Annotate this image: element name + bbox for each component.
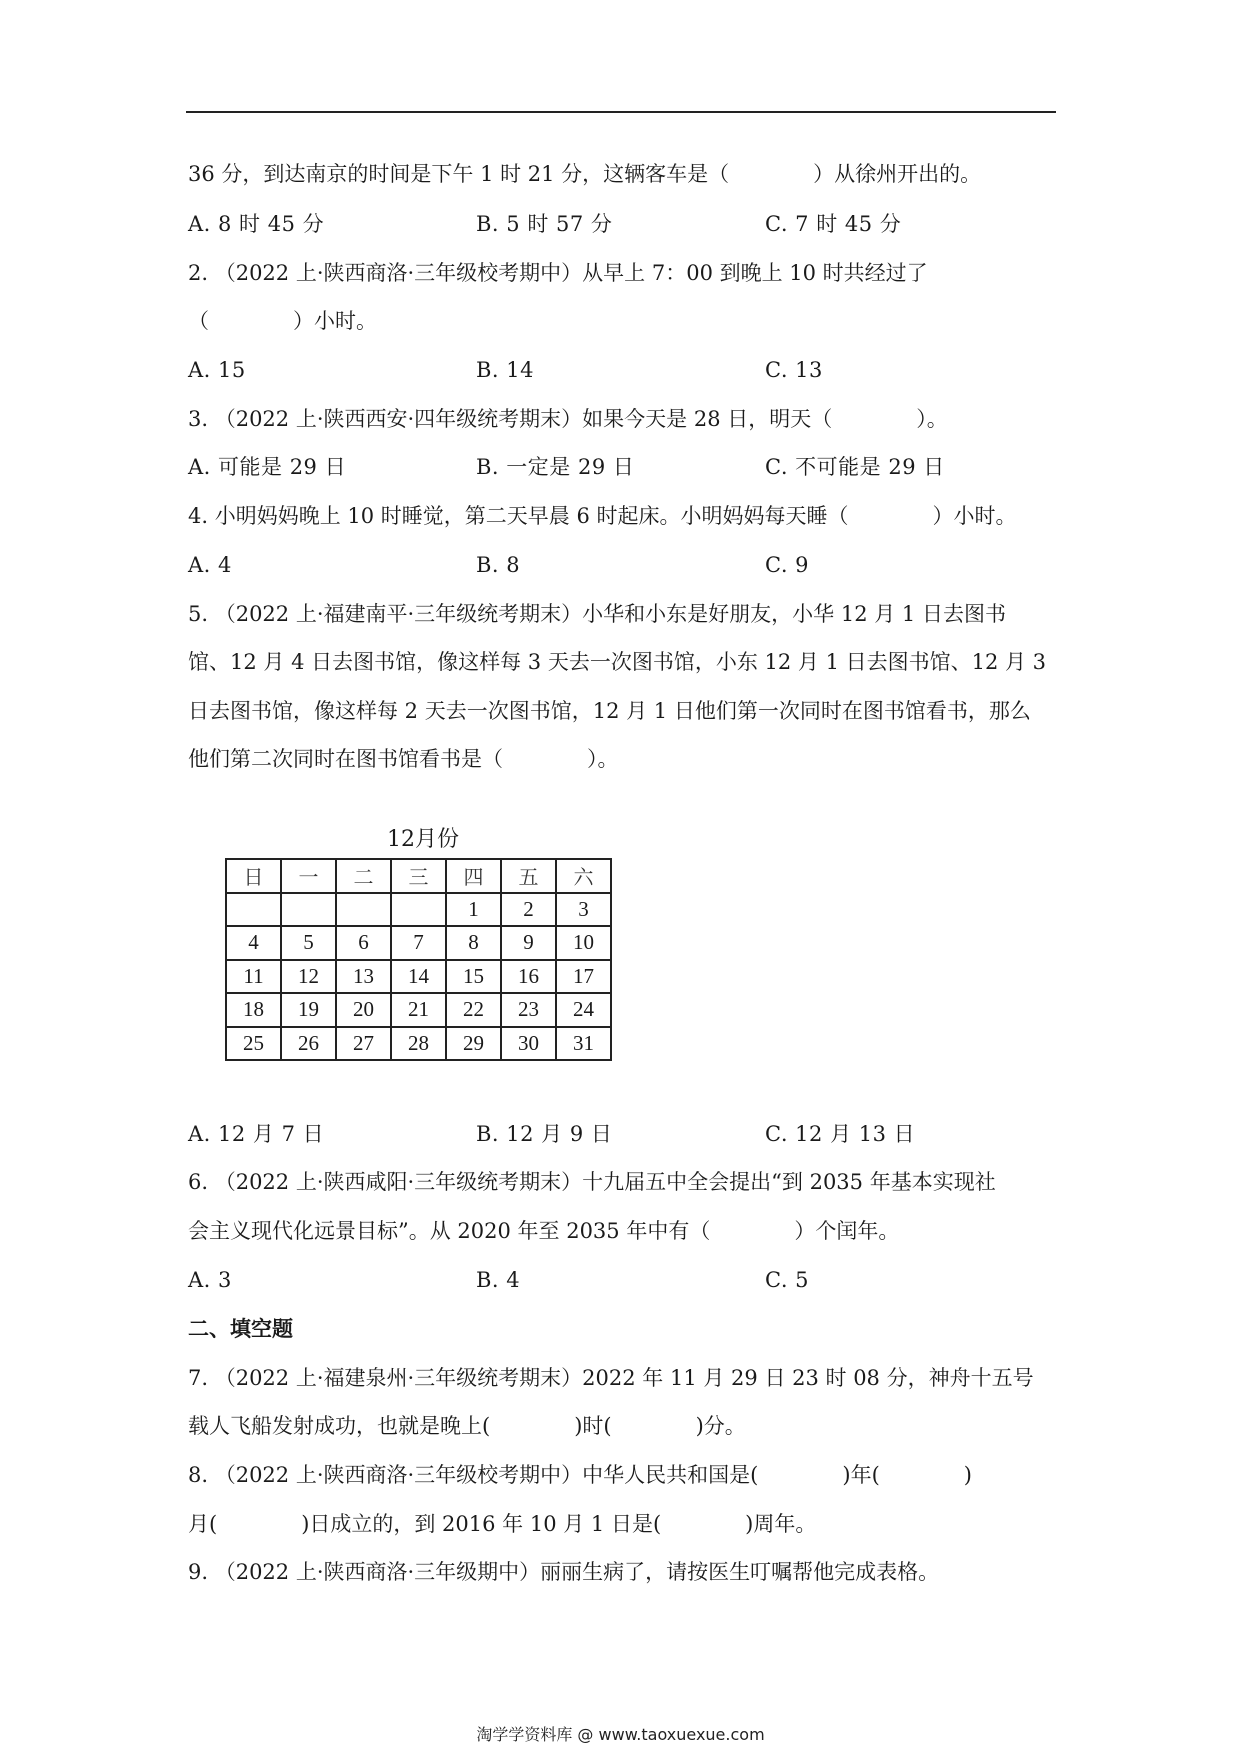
calendar-day-cell: 17	[556, 960, 611, 994]
calendar-day-cell: 30	[501, 1027, 556, 1061]
calendar-day-cell: 6	[336, 926, 391, 960]
calendar-day-cell: 23	[501, 993, 556, 1027]
calendar-day-cell	[336, 893, 391, 927]
q5-text-line1: 5. （2022 上·福建南平·三年级统考期末）小华和小东是好朋友，小华 12 月 1 日去图书	[188, 602, 1006, 626]
calendar-day-cell: 15	[446, 960, 501, 994]
calendar-day-cell: 13	[336, 960, 391, 994]
calendar-header-cell: 六	[556, 859, 611, 893]
q8-text-line1: 8. （2022 上·陕西商洛·三年级校考期中）中华人民共和国是( )年( )	[188, 1463, 972, 1487]
calendar-week-row	[226, 960, 611, 994]
q8-text-line2: 月( )日成立的，到 2016 年 10 月 1 日是( )周年。	[188, 1512, 817, 1536]
calendar-header-cell: 三	[391, 859, 446, 893]
calendar-day-cell: 5	[281, 926, 336, 960]
q6-option-b: B. 4	[476, 1268, 521, 1292]
footer-watermark: 淘学学资料库 @ www.taoxuexue.com	[476, 1725, 765, 1744]
calendar-title: 12月份	[387, 827, 459, 852]
q5-option-b: B. 12 月 9 日	[476, 1122, 613, 1146]
calendar-day-cell: 12	[281, 960, 336, 994]
q3-text: 3. （2022 上·陕西西安·四年级统考期末）如果今天是 28 日，明天（ ）。	[188, 407, 948, 431]
calendar-header-cell: 二	[336, 859, 391, 893]
q4-option-a: A. 4	[188, 553, 232, 577]
q4-option-b: B. 8	[476, 553, 521, 577]
calendar-day-cell: 29	[446, 1027, 501, 1061]
calendar-day-cell: 4	[226, 926, 281, 960]
calendar-day-cell: 10	[556, 926, 611, 960]
calendar-day-cell: 3	[556, 893, 611, 927]
q2-option-a: A. 15	[188, 358, 246, 382]
calendar-day-cell	[281, 893, 336, 927]
calendar-day-cell: 8	[446, 926, 501, 960]
calendar-week-row	[226, 926, 611, 960]
q5-text-line2: 馆、12 月 4 日去图书馆，像这样每 3 天去一次图书馆，小东 12 月 1 日去图书馆、12 月 3	[188, 650, 1047, 674]
q7-text-line2: 载人飞船发射成功，也就是晚上( )时( )分。	[188, 1414, 746, 1438]
calendar-day-cell: 20	[336, 993, 391, 1027]
q5-option-c: C. 12 月 13 日	[765, 1122, 916, 1146]
q6-text-line1: 6. （2022 上·陕西咸阳·三年级统考期末）十九届五中全会提出“到 2035 年基本实现社	[188, 1170, 996, 1194]
q6-option-a: A. 3	[188, 1268, 232, 1292]
q4-option-c: C. 9	[765, 553, 810, 577]
calendar-day-cell: 2	[501, 893, 556, 927]
q2-text-line2: （ ）小时。	[188, 309, 377, 333]
calendar-day-cell: 21	[391, 993, 446, 1027]
q5-text-line3: 日去图书馆，像这样每 2 天去一次图书馆，12 月 1 日他们第一次同时在图书馆看书，那么	[188, 699, 1031, 723]
calendar-day-cell: 19	[281, 993, 336, 1027]
calendar-week-row	[226, 993, 611, 1027]
calendar-header-cell: 一	[281, 859, 336, 893]
calendar-day-cell: 24	[556, 993, 611, 1027]
calendar-table	[225, 858, 612, 1061]
calendar-header-cell: 日	[226, 859, 281, 893]
calendar-day-cell: 26	[281, 1027, 336, 1061]
q5-option-a: A. 12 月 7 日	[188, 1122, 325, 1146]
q4-text: 4. 小明妈妈晚上 10 时睡觉，第二天早晨 6 时起床。小明妈妈每天睡（ ）小时。	[188, 504, 1017, 528]
header-rule	[186, 111, 1056, 113]
calendar-day-cell: 31	[556, 1027, 611, 1061]
q1-option-c: C. 7 时 45 分	[765, 212, 902, 236]
calendar-day-cell: 14	[391, 960, 446, 994]
calendar-day-cell: 11	[226, 960, 281, 994]
calendar-day-cell	[391, 893, 446, 927]
calendar-day-cell: 28	[391, 1027, 446, 1061]
section-heading-fill-blank: 二、填空题	[188, 1317, 293, 1341]
q3-option-b: B. 一定是 29 日	[476, 455, 635, 479]
calendar-day-cell: 22	[446, 993, 501, 1027]
q6-option-c: C. 5	[765, 1268, 810, 1292]
calendar-day-cell: 18	[226, 993, 281, 1027]
q3-option-c: C. 不可能是 29 日	[765, 455, 945, 479]
calendar-header-cell: 五	[501, 859, 556, 893]
q1-option-a: A. 8 时 45 分	[188, 212, 325, 236]
calendar-day-cell: 7	[391, 926, 446, 960]
q5-text-line4: 他们第二次同时在图书馆看书是（ ）。	[188, 747, 619, 771]
calendar-day-cell: 27	[336, 1027, 391, 1061]
q1-option-b: B. 5 时 57 分	[476, 212, 613, 236]
calendar-day-cell: 9	[501, 926, 556, 960]
q2-option-b: B. 14	[476, 358, 535, 382]
q2-option-c: C. 13	[765, 358, 823, 382]
calendar-day-cell	[226, 893, 281, 927]
q9-text: 9. （2022 上·陕西商洛·三年级期中）丽丽生病了，请按医生叮嘱帮他完成表格。	[188, 1560, 940, 1584]
q1-text: 36 分，到达南京的时间是下午 1 时 21 分，这辆客车是（ ）从徐州开出的。	[188, 162, 982, 186]
calendar-day-cell: 16	[501, 960, 556, 994]
calendar-week-row	[226, 893, 611, 927]
calendar-header-row	[226, 859, 611, 893]
q2-text-line1: 2. （2022 上·陕西商洛·三年级校考期中）从早上 7：00 到晚上 10 时共经过了	[188, 261, 928, 285]
calendar-day-cell: 1	[446, 893, 501, 927]
q6-text-line2: 会主义现代化远景目标”。从 2020 年至 2035 年中有（ ）个闰年。	[188, 1219, 900, 1243]
q7-text-line1: 7. （2022 上·福建泉州·三年级统考期末）2022 年 11 月 29 日 23 时 08 分，神舟十五号	[188, 1366, 1034, 1390]
calendar-week-row	[226, 1027, 611, 1061]
calendar-day-cell: 25	[226, 1027, 281, 1061]
q3-option-a: A. 可能是 29 日	[188, 455, 347, 479]
calendar-header-cell: 四	[446, 859, 501, 893]
